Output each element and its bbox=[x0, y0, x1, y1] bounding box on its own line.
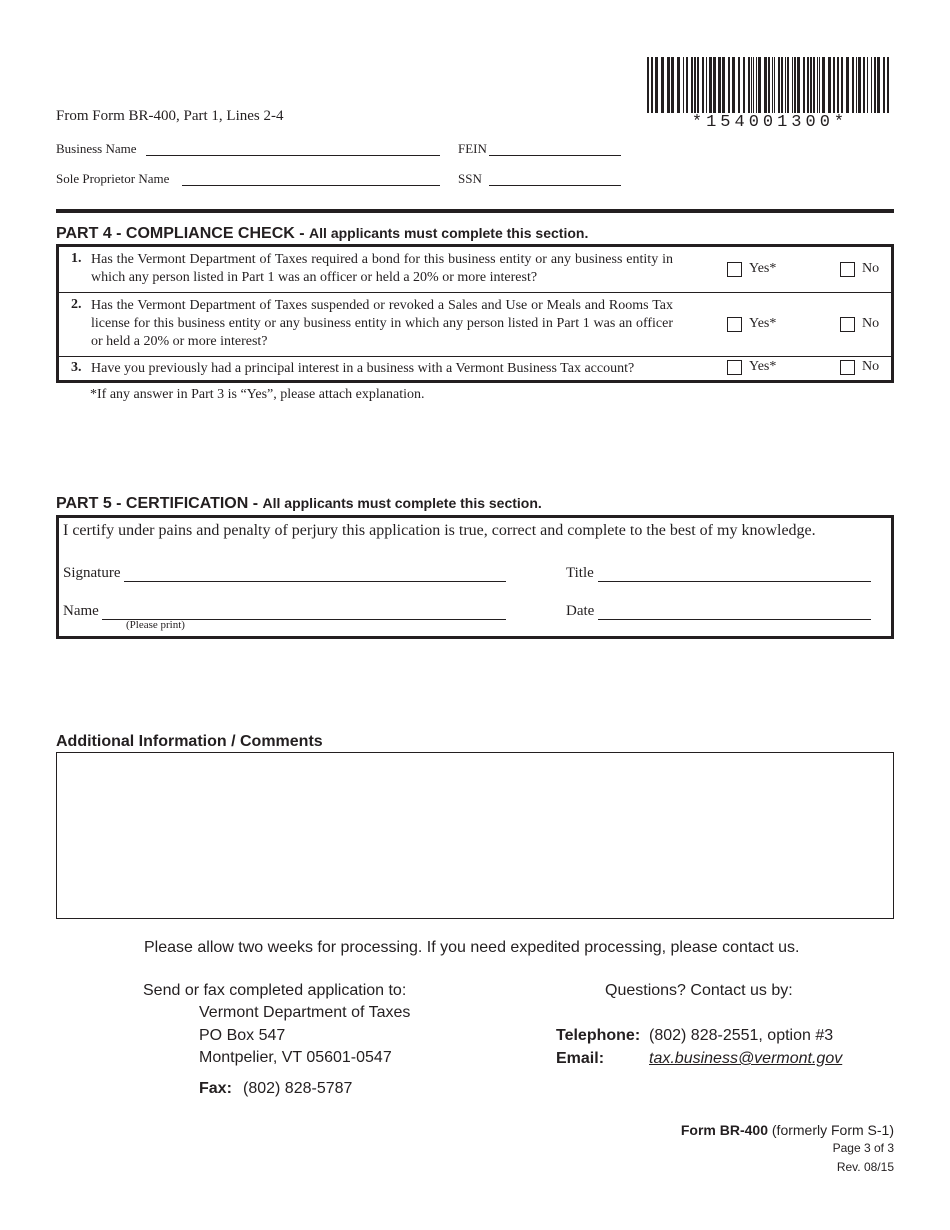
barcode-bar bbox=[781, 57, 783, 113]
barcode-bar bbox=[677, 57, 680, 113]
barcode-bar bbox=[871, 57, 872, 113]
barcode-bar bbox=[822, 57, 825, 113]
ssn-label: SSN bbox=[458, 171, 482, 186]
barcode-bar bbox=[778, 57, 780, 113]
barcode-bar bbox=[697, 57, 699, 113]
barcode-bar bbox=[846, 57, 849, 113]
please-print-note: (Please print) bbox=[126, 619, 185, 631]
form-name: Form BR-400 bbox=[680, 1122, 768, 1138]
email-link[interactable]: tax.business@vermont.gov bbox=[649, 1050, 843, 1067]
certification-statement: I certify under pains and penalty of perjury this application is true, correct and complete to the best of my knowledge. bbox=[63, 522, 816, 539]
fein-field[interactable] bbox=[489, 155, 621, 156]
comments-heading: Additional Information / Comments bbox=[56, 733, 323, 750]
barcode-bar bbox=[792, 57, 793, 113]
part4-title: PART 4 - COMPLIANCE CHECK - bbox=[56, 225, 310, 242]
address-line: Vermont Department of Taxes bbox=[199, 1004, 411, 1021]
barcode-bar bbox=[713, 57, 716, 113]
barcode-bar bbox=[807, 57, 809, 113]
barcode bbox=[647, 57, 893, 113]
fax-label: Fax: bbox=[199, 1080, 232, 1097]
barcode-bar bbox=[651, 57, 653, 113]
barcode-number: *154001300* bbox=[691, 113, 849, 132]
barcode-bar bbox=[877, 57, 880, 113]
comments-textarea[interactable] bbox=[56, 752, 894, 919]
business-name-field[interactable] bbox=[146, 155, 440, 156]
yes-checkbox[interactable] bbox=[727, 317, 742, 332]
question-text: Has the Vermont Department of Taxes required a bond for this business entity or any business entity in which any person listed in Part 1 was an officer or held a 20% or more interest? bbox=[91, 252, 673, 285]
question-number: 1. bbox=[71, 251, 82, 266]
barcode-bar bbox=[751, 57, 752, 113]
ssn-field[interactable] bbox=[489, 185, 621, 186]
barcode-bar bbox=[772, 57, 773, 113]
barcode-bar bbox=[787, 57, 789, 113]
barcode-bar bbox=[738, 57, 740, 113]
no-label: No bbox=[862, 261, 880, 276]
telephone-number: (802) 828-2551, option #3 bbox=[649, 1027, 834, 1044]
signature-field[interactable] bbox=[124, 581, 506, 582]
fax-number: (802) 828-5787 bbox=[243, 1080, 353, 1097]
date-label: Date bbox=[566, 603, 595, 619]
address-line: PO Box 547 bbox=[199, 1027, 286, 1044]
barcode-bar bbox=[883, 57, 885, 113]
form-formerly: (formerly Form S-1) bbox=[768, 1122, 894, 1138]
barcode-bar bbox=[671, 57, 674, 113]
barcode-bar bbox=[797, 57, 800, 113]
yes-checkbox[interactable] bbox=[727, 360, 742, 375]
no-checkbox[interactable] bbox=[840, 262, 855, 277]
no-label: No bbox=[862, 316, 880, 331]
revision-date: Rev. 08/15 bbox=[836, 1160, 894, 1174]
barcode-bar bbox=[858, 57, 861, 113]
barcode-bar bbox=[748, 57, 750, 113]
send-to-label: Send or fax completed application to: bbox=[143, 982, 407, 999]
form-identifier bbox=[681, 1122, 894, 1138]
question-row bbox=[59, 293, 891, 357]
questions-label: Questions? Contact us by: bbox=[605, 982, 793, 999]
barcode-bar bbox=[718, 57, 721, 113]
barcode-bar bbox=[874, 57, 876, 113]
barcode-bar bbox=[794, 57, 796, 113]
barcode-bar bbox=[661, 57, 664, 113]
barcode-bar bbox=[810, 57, 812, 113]
no-label: No bbox=[862, 359, 880, 374]
barcode-bar bbox=[722, 57, 725, 113]
question-text: Has the Vermont Department of Taxes suspended or revoked a Sales and Use or Meals and Rooms Tax license for this business entity or any business entity in which any person listed in Part 1 was an officer or held a 20% or more interest? bbox=[91, 298, 673, 349]
part5-subtitle: All applicants must complete this section. bbox=[262, 495, 542, 511]
question-text: Have you previously had a principal interest in a business with a Vermont Business Tax account? bbox=[91, 361, 635, 376]
barcode-bar bbox=[709, 57, 712, 113]
barcode-bar bbox=[828, 57, 831, 113]
section-divider bbox=[56, 209, 894, 213]
part4-footnote: *If any answer in Part 3 is “Yes”, please attach explanation. bbox=[90, 387, 425, 402]
barcode-bar bbox=[774, 57, 775, 113]
question-row bbox=[59, 247, 891, 293]
date-field[interactable] bbox=[598, 619, 871, 620]
barcode-bar bbox=[728, 57, 730, 113]
barcode-bar bbox=[764, 57, 767, 113]
name-label: Name bbox=[63, 603, 99, 619]
business-name-label: Business Name bbox=[56, 141, 137, 156]
processing-note: Please allow two weeks for processing. If you need expedited processing, please contact us. bbox=[144, 939, 800, 956]
barcode-bar bbox=[867, 57, 868, 113]
part4-subtitle: All applicants must complete this section. bbox=[309, 225, 589, 241]
barcode-bar bbox=[817, 57, 818, 113]
barcode-bar bbox=[706, 57, 707, 113]
barcode-bar bbox=[785, 57, 786, 113]
sole-proprietor-label: Sole Proprietor Name bbox=[56, 171, 170, 186]
barcode-bar bbox=[758, 57, 761, 113]
no-checkbox[interactable] bbox=[840, 317, 855, 332]
barcode-bar bbox=[694, 57, 696, 113]
yes-label: Yes* bbox=[749, 316, 777, 331]
barcode-bar bbox=[732, 57, 735, 113]
barcode-bar bbox=[887, 57, 889, 113]
fein-label: FEIN bbox=[458, 141, 487, 156]
barcode-bar bbox=[753, 57, 754, 113]
question-number: 3. bbox=[71, 360, 82, 375]
barcode-bar bbox=[702, 57, 704, 113]
address-line: Montpelier, VT 05601-0547 bbox=[199, 1049, 392, 1066]
title-label: Title bbox=[566, 565, 594, 581]
barcode-bar bbox=[852, 57, 854, 113]
barcode-bar bbox=[856, 57, 857, 113]
barcode-bar bbox=[837, 57, 839, 113]
yes-label: Yes* bbox=[749, 359, 777, 374]
barcode-bar bbox=[833, 57, 835, 113]
barcode-bar bbox=[667, 57, 670, 113]
sole-proprietor-field[interactable] bbox=[182, 185, 440, 186]
certification-box bbox=[56, 515, 894, 639]
question-number: 2. bbox=[71, 297, 82, 312]
barcode-bar bbox=[863, 57, 865, 113]
barcode-bar bbox=[686, 57, 688, 113]
barcode-bar bbox=[647, 57, 649, 113]
part5-heading bbox=[56, 495, 542, 513]
barcode-bar bbox=[803, 57, 805, 113]
barcode-bar bbox=[756, 57, 757, 113]
barcode-bar bbox=[768, 57, 770, 113]
part5-title: PART 5 - CERTIFICATION - bbox=[56, 495, 263, 512]
email-label: Email: bbox=[556, 1050, 605, 1067]
question-row bbox=[59, 357, 891, 380]
barcode-bar bbox=[841, 57, 843, 113]
barcode-bar bbox=[743, 57, 745, 113]
yes-checkbox[interactable] bbox=[727, 262, 742, 277]
compliance-check-box bbox=[56, 244, 894, 383]
no-checkbox[interactable] bbox=[840, 360, 855, 375]
title-field[interactable] bbox=[598, 581, 871, 582]
from-form-reference: From Form BR-400, Part 1, Lines 2-4 bbox=[56, 108, 284, 124]
barcode-bar bbox=[819, 57, 820, 113]
barcode-bar bbox=[683, 57, 684, 113]
part4-heading bbox=[56, 225, 588, 243]
barcode-bar bbox=[655, 57, 658, 113]
yes-label: Yes* bbox=[749, 261, 777, 276]
page-number: Page 3 of 3 bbox=[832, 1141, 894, 1155]
barcode-bar bbox=[813, 57, 815, 113]
signature-label: Signature bbox=[63, 565, 121, 581]
barcode-bar bbox=[691, 57, 693, 113]
telephone-label: Telephone: bbox=[556, 1027, 641, 1044]
